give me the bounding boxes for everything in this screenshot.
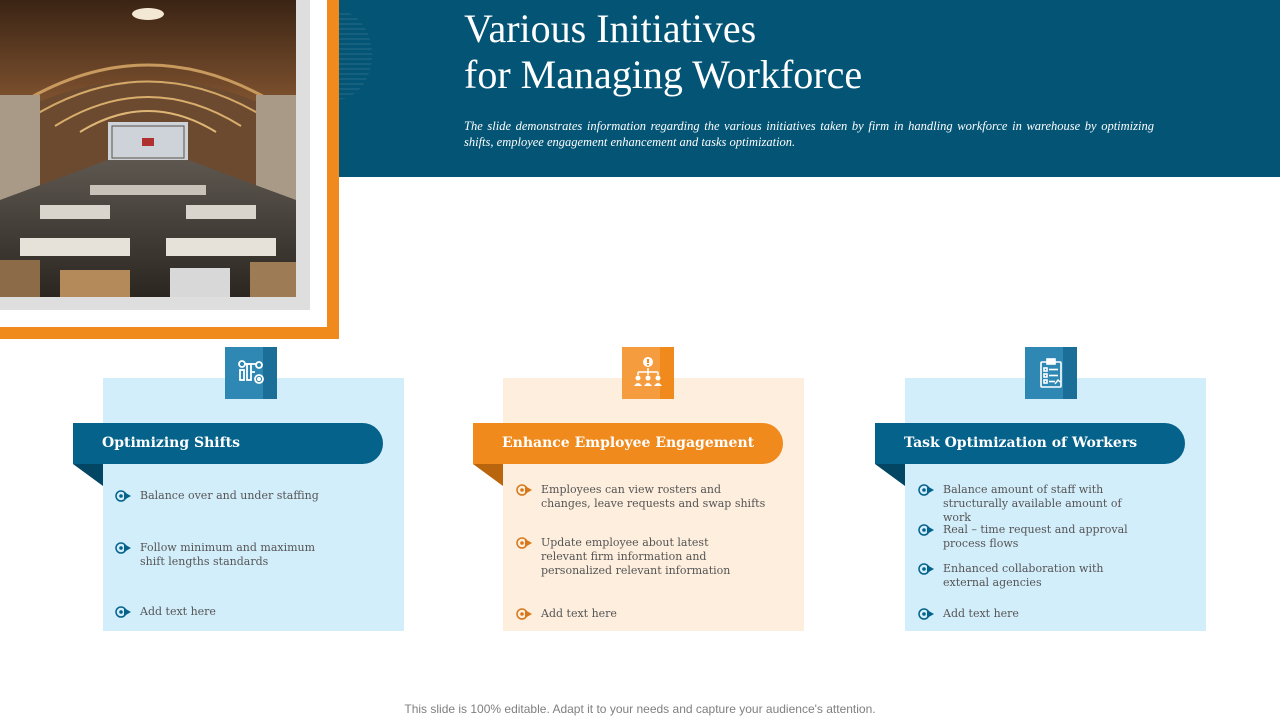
bullet-text: Employees can view rosters and changes, leave requests and swap shifts: [541, 483, 766, 510]
bullet-text: Add text here: [140, 605, 216, 618]
target-arrow-icon: [515, 607, 533, 621]
title-line-2: for Managing Workforce: [464, 52, 863, 97]
ribbon-employee-engagement: [473, 423, 783, 464]
card-2-bullet-1: [515, 483, 766, 511]
slide-title: [464, 6, 1104, 98]
ribbon-1-fold: [73, 464, 103, 486]
bullet-text: Balance over and under staffing: [140, 489, 319, 502]
ribbon-optimizing-shifts: [73, 423, 383, 464]
warehouse-market-photo: [0, 0, 296, 297]
slide-subtitle: The slide demonstrates information regarding the various initiatives taken by firm in handling workforce in warehouse by optimizing shifts, employee engagement enhancement and tasks optimization.: [464, 119, 1154, 149]
card-2-icon-box: [622, 347, 674, 399]
clipboard-checklist-icon: [1034, 356, 1068, 390]
bullet-text: Real – time request and approval process flows: [943, 523, 1128, 550]
card-3-bullet-4: [917, 607, 1143, 621]
ribbon-2-fold: [473, 464, 503, 486]
target-arrow-icon: [114, 605, 132, 619]
bullet-text: Follow minimum and maximum shift lengths standards: [140, 541, 316, 568]
bullet-text: Enhanced collaboration with external agencies: [943, 562, 1104, 589]
ribbon-3-fold: [875, 464, 905, 486]
bullet-text: Balance amount of staff with structurally available amount of work: [943, 483, 1122, 524]
card-2-bullet-2: [515, 536, 751, 578]
card-optimizing-shifts: [103, 378, 404, 631]
target-arrow-icon: [917, 483, 935, 497]
bullet-text: Add text here: [541, 607, 617, 620]
footer-note: This slide is 100% editable. Adapt it to your needs and capture your audience's attention.: [404, 702, 876, 716]
team-hierarchy-icon: [631, 356, 665, 390]
card-3-bullet-2: [917, 523, 1133, 551]
network-settings-icon: [234, 356, 268, 390]
card-1-bullet-2: [114, 541, 320, 569]
card-1-bullet-3: [114, 605, 340, 619]
target-arrow-icon: [114, 541, 132, 555]
target-arrow-icon: [515, 536, 533, 550]
target-arrow-icon: [114, 489, 132, 503]
card-1-bullet-1: [114, 489, 340, 503]
card-2-bullet-3: [515, 607, 741, 621]
card-3-icon-box: [1025, 347, 1077, 399]
bullet-text: Update employee about latest relevant firm information and personalized relevant information: [541, 536, 731, 577]
card-3-bullet-3: [917, 562, 1113, 590]
card-1-icon-box: [225, 347, 277, 399]
ribbon-task-optimization: [875, 423, 1185, 464]
card-2-title: Enhance Employee Engagement: [502, 435, 755, 451]
target-arrow-icon: [917, 607, 935, 621]
target-arrow-icon: [917, 562, 935, 576]
title-line-1: Various Initiatives: [464, 6, 757, 51]
card-1-title: Optimizing Shifts: [102, 435, 240, 451]
target-arrow-icon: [515, 483, 533, 497]
target-arrow-icon: [917, 523, 935, 537]
card-3-bullet-1: [917, 483, 1143, 525]
card-3-title: Task Optimization of Workers: [904, 435, 1138, 451]
bullet-text: Add text here: [943, 607, 1019, 620]
